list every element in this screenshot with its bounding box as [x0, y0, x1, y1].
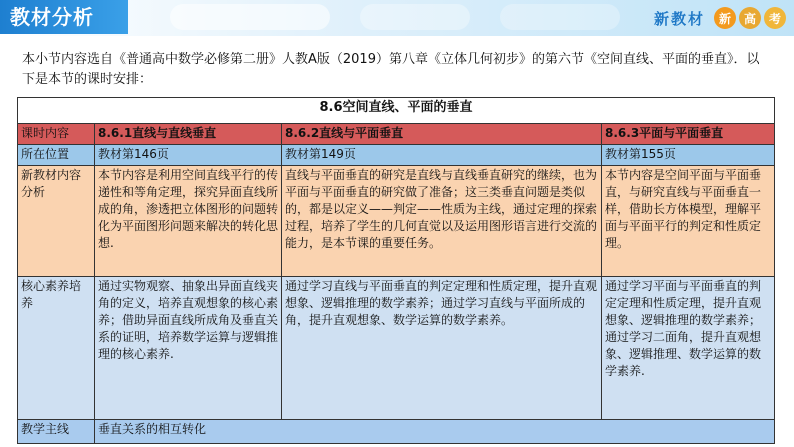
badge-gao: 高	[739, 7, 761, 29]
row-label: 课时内容	[18, 124, 95, 145]
location-cell: 教材第155页	[602, 145, 775, 166]
header-decoration	[500, 4, 620, 30]
badge-xin: 新	[714, 7, 736, 29]
header-bar	[0, 0, 794, 36]
brand-logo	[654, 5, 786, 31]
header-decoration	[170, 4, 330, 30]
header-decoration	[360, 4, 470, 30]
schedule-table	[17, 97, 775, 444]
row-label: 新教材内容分析	[18, 166, 95, 276]
table-row-location	[18, 145, 775, 166]
lesson-cell: 8.6.2直线与平面垂直	[282, 124, 602, 145]
brand-text: 新教材	[653, 9, 705, 28]
table-row-core-literacy	[18, 276, 775, 419]
analysis-cell: 本节内容是空间平面与平面垂直，与研究直线与平面垂直一样，借助长方体模型，理解平面与平面平行的判定和性质定理。	[602, 166, 775, 276]
analysis-cell: 本节内容是利用空间直线平行的传递性和等角定理，探究异面直线所成的角，渗透把立体图形的问题转化为平面图形问题来解决的转化思想.	[95, 166, 282, 276]
table-row-main-line	[18, 419, 775, 443]
analysis-cell: 直线与平面垂直的研究是直线与直线垂直研究的继续，也为平面与平面垂直的研究做了准备；这三类垂直问题是类似的，都是以定义——判定——性质为主线，通过定理的探索过程，培养了学生的几何直觉以及运用图形语言进行交流的能力，是本节课的重要任务。	[282, 166, 602, 276]
row-label: 教学主线	[18, 419, 95, 443]
core-cell: 通过实物观察、抽象出异面直线夹角的定义，培养直观想象的核心素养；借助异面直线所成角及垂直关系的证明，培养数学运算与逻辑推理的核心素养.	[95, 276, 282, 419]
main-line-cell: 垂直关系的相互转化	[95, 419, 775, 443]
core-cell: 通过学习平面与平面垂直的判定定理和性质定理，提升直观想象、逻辑推理的数学素养；通过学习二面角，提升直观想象、逻辑推理、数学运算的数学素养.	[602, 276, 775, 419]
lesson-cell: 8.6.3平面与平面垂直	[602, 124, 775, 145]
intro-paragraph: 本小节内容选自《普通高中数学必修第二册》人教A版（2019）第八章《立体几何初步》的第六节《空间直线、平面的垂直》．以下是本节的课时安排：	[22, 52, 760, 87]
lesson-cell: 8.6.1直线与直线垂直	[95, 124, 282, 145]
table-title: 8.6空间直线、平面的垂直	[18, 98, 775, 124]
table-row-lessons	[18, 124, 775, 145]
table-row-analysis	[18, 166, 775, 276]
row-label: 所在位置	[18, 145, 95, 166]
row-label: 核心素养培养	[18, 276, 95, 419]
table-title-row	[18, 98, 775, 124]
core-cell: 通过学习直线与平面垂直的判定定理和性质定理，提升直观想象、逻辑推理的数学素养；通过学习直线与平面所成的角，提升直观想象、数学运算的数学素养。	[282, 276, 602, 419]
page-title: 教材分析	[0, 0, 128, 34]
location-cell: 教材第149页	[282, 145, 602, 166]
badge-kao: 考	[764, 7, 786, 29]
location-cell: 教材第146页	[95, 145, 282, 166]
